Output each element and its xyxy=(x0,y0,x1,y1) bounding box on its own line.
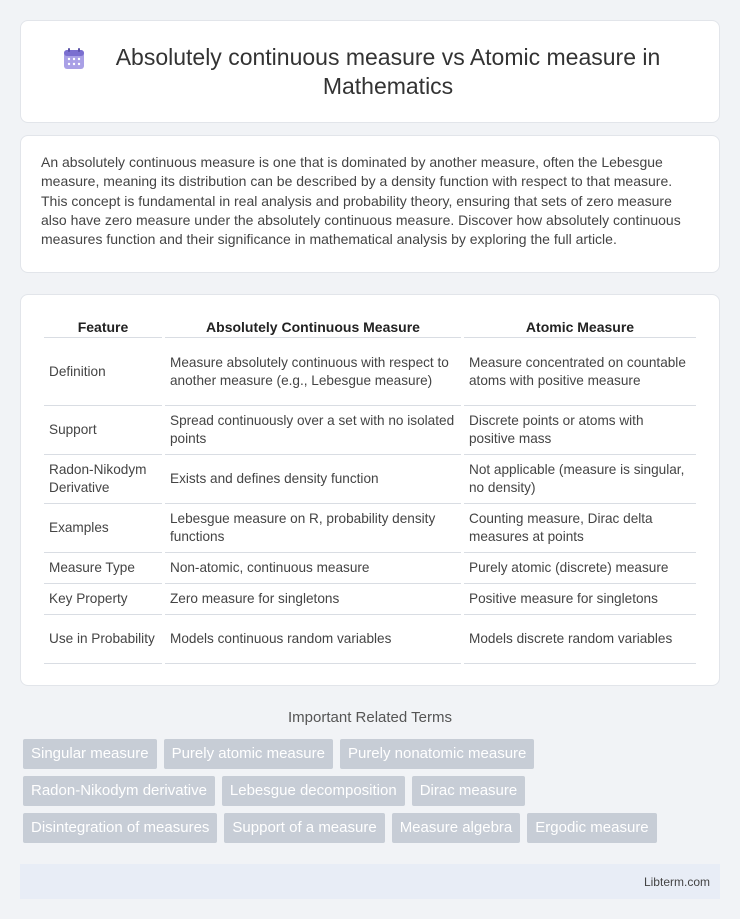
footer xyxy=(20,864,720,899)
comparison-table xyxy=(41,315,699,664)
row-absolutely-continuous: Lebesgue measure on R, probability density functions xyxy=(165,504,461,553)
related-term-tag[interactable]: Radon-Nikodym derivative xyxy=(23,776,215,806)
related-term-tag[interactable]: Purely nonatomic measure xyxy=(340,739,534,769)
row-absolutely-continuous: Zero measure for singletons xyxy=(165,584,461,615)
row-feature: Use in Probability xyxy=(44,615,162,664)
related-term-tag[interactable]: Measure algebra xyxy=(392,813,521,843)
row-feature: Definition xyxy=(44,338,162,406)
row-atomic: Not applicable (measure is singular, no density) xyxy=(464,455,696,504)
related-term-tag[interactable]: Purely atomic measure xyxy=(164,739,333,769)
related-term-tag[interactable]: Lebesgue decomposition xyxy=(222,776,405,806)
footer-site-link[interactable]: Libterm.com xyxy=(643,874,710,889)
table-row xyxy=(44,406,696,455)
table-row xyxy=(44,338,696,406)
intro-text: An absolutely continuous measure is one that is dominated by another measure, often the Lebesgue measure, meaning its distribution can be described by a density function with respect to that measure. This concept is fundamental in real analysis and probability theory, ensuring that sets of zero measure also have zero measure under the absolutely continuous measure. Discover how absolutely continuous measures function and their significance in mathematical analysis by exploring the full article. xyxy=(41,154,681,248)
row-atomic: Measure concentrated on countable atoms with positive measure xyxy=(464,338,696,406)
row-feature: Radon-Nikodym Derivative xyxy=(44,455,162,504)
header-card xyxy=(20,20,720,123)
intro-card xyxy=(20,135,720,273)
row-feature: Measure Type xyxy=(44,553,162,584)
calendar-icon xyxy=(62,47,86,71)
header-absolutely-continuous: Absolutely Continuous Measure xyxy=(165,315,461,338)
header-feature: Feature xyxy=(44,315,162,338)
related-term-tag[interactable]: Support of a measure xyxy=(224,813,384,843)
related-terms-list xyxy=(23,739,720,850)
row-feature: Examples xyxy=(44,504,162,553)
row-absolutely-continuous: Models continuous random variables xyxy=(165,615,461,664)
row-atomic: Positive measure for singletons xyxy=(464,584,696,615)
related-term-tag[interactable]: Ergodic measure xyxy=(527,813,656,843)
related-term-tag[interactable]: Singular measure xyxy=(23,739,157,769)
table-row xyxy=(44,615,696,664)
row-atomic: Counting measure, Dirac delta measures at points xyxy=(464,504,696,553)
row-absolutely-continuous: Exists and defines density function xyxy=(165,455,461,504)
table-row xyxy=(44,455,696,504)
row-atomic: Purely atomic (discrete) measure xyxy=(464,553,696,584)
page-title: Absolutely continuous measure vs Atomic measure in Mathematics xyxy=(115,43,661,99)
related-term-tag[interactable]: Dirac measure xyxy=(412,776,526,806)
related-terms-title: Important Related Terms xyxy=(288,709,452,726)
table-header-row xyxy=(44,315,696,338)
table-row xyxy=(44,504,696,553)
row-feature: Key Property xyxy=(44,584,162,615)
related-term-tag[interactable]: Disintegration of measures xyxy=(23,813,217,843)
title-wrap xyxy=(62,43,678,101)
row-absolutely-continuous: Non-atomic, continuous measure xyxy=(165,553,461,584)
row-atomic: Models discrete random variables xyxy=(464,615,696,664)
row-feature: Support xyxy=(44,406,162,455)
header-atomic: Atomic Measure xyxy=(464,315,696,338)
table-row xyxy=(44,584,696,615)
row-absolutely-continuous: Measure absolutely continuous with respect to another measure (e.g., Lebesgue measure) xyxy=(165,338,461,406)
row-absolutely-continuous: Spread continuously over a set with no isolated points xyxy=(165,406,461,455)
table-row xyxy=(44,553,696,584)
row-atomic: Discrete points or atoms with positive mass xyxy=(464,406,696,455)
comparison-card xyxy=(20,294,720,686)
